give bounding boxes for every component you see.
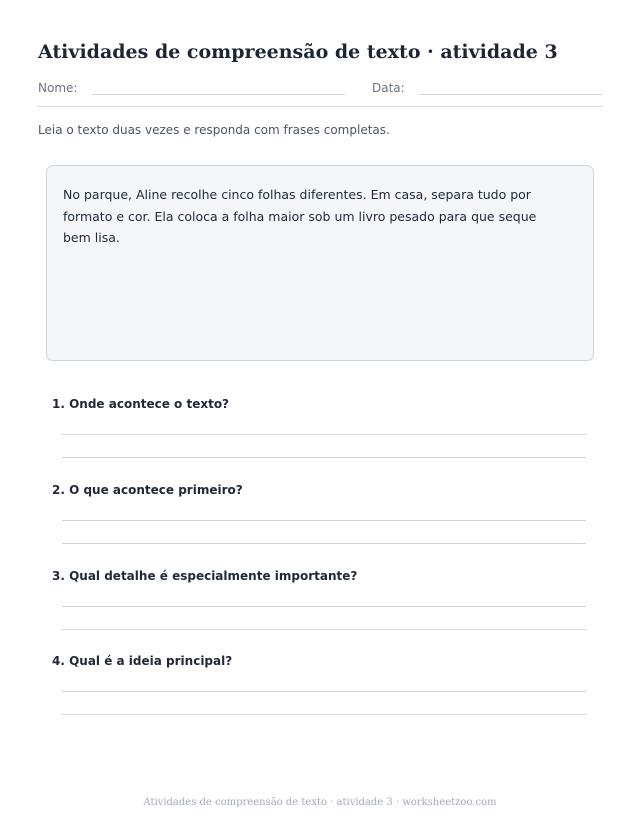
question-text: 4. Qual é a ideia principal? bbox=[52, 654, 233, 668]
date-field[interactable] bbox=[419, 94, 602, 95]
page-title: Atividades de compreensão de texto · atividade 3 bbox=[38, 41, 558, 63]
question-text: 1. Onde acontece o texto? bbox=[52, 397, 230, 411]
question-4 bbox=[52, 653, 588, 669]
answer-line[interactable] bbox=[62, 543, 586, 544]
date-label: Data: bbox=[372, 81, 405, 95]
answer-line[interactable] bbox=[62, 457, 586, 458]
question-1 bbox=[52, 396, 588, 412]
answer-line[interactable] bbox=[62, 691, 586, 692]
answer-line[interactable] bbox=[62, 520, 586, 521]
student-info-row bbox=[38, 80, 602, 107]
name-field[interactable] bbox=[92, 94, 345, 95]
answer-line[interactable] bbox=[62, 434, 586, 435]
answer-line[interactable] bbox=[62, 629, 586, 630]
question-text: 3. Qual detalhe é especialmente importante? bbox=[52, 569, 358, 583]
question-2 bbox=[52, 482, 588, 498]
page-footer: Atividades de compreensão de texto · atividade 3 · worksheetzoo.com bbox=[143, 797, 497, 808]
question-3 bbox=[52, 568, 588, 584]
worksheet-page bbox=[38, 0, 602, 829]
answer-line[interactable] bbox=[62, 714, 586, 715]
name-label: Nome: bbox=[38, 81, 78, 95]
reading-passage: No parque, Aline recolhe cinco folhas diferentes. Em casa, separa tudo por formato e cor. Ela coloca a folha maior sob um livro pesado para que seque bem lisa. bbox=[63, 187, 537, 245]
reading-passage-box bbox=[46, 165, 594, 361]
instructions: Leia o texto duas vezes e responda com frases completas. bbox=[38, 123, 390, 137]
answer-line[interactable] bbox=[62, 606, 586, 607]
question-text: 2. O que acontece primeiro? bbox=[52, 483, 243, 497]
